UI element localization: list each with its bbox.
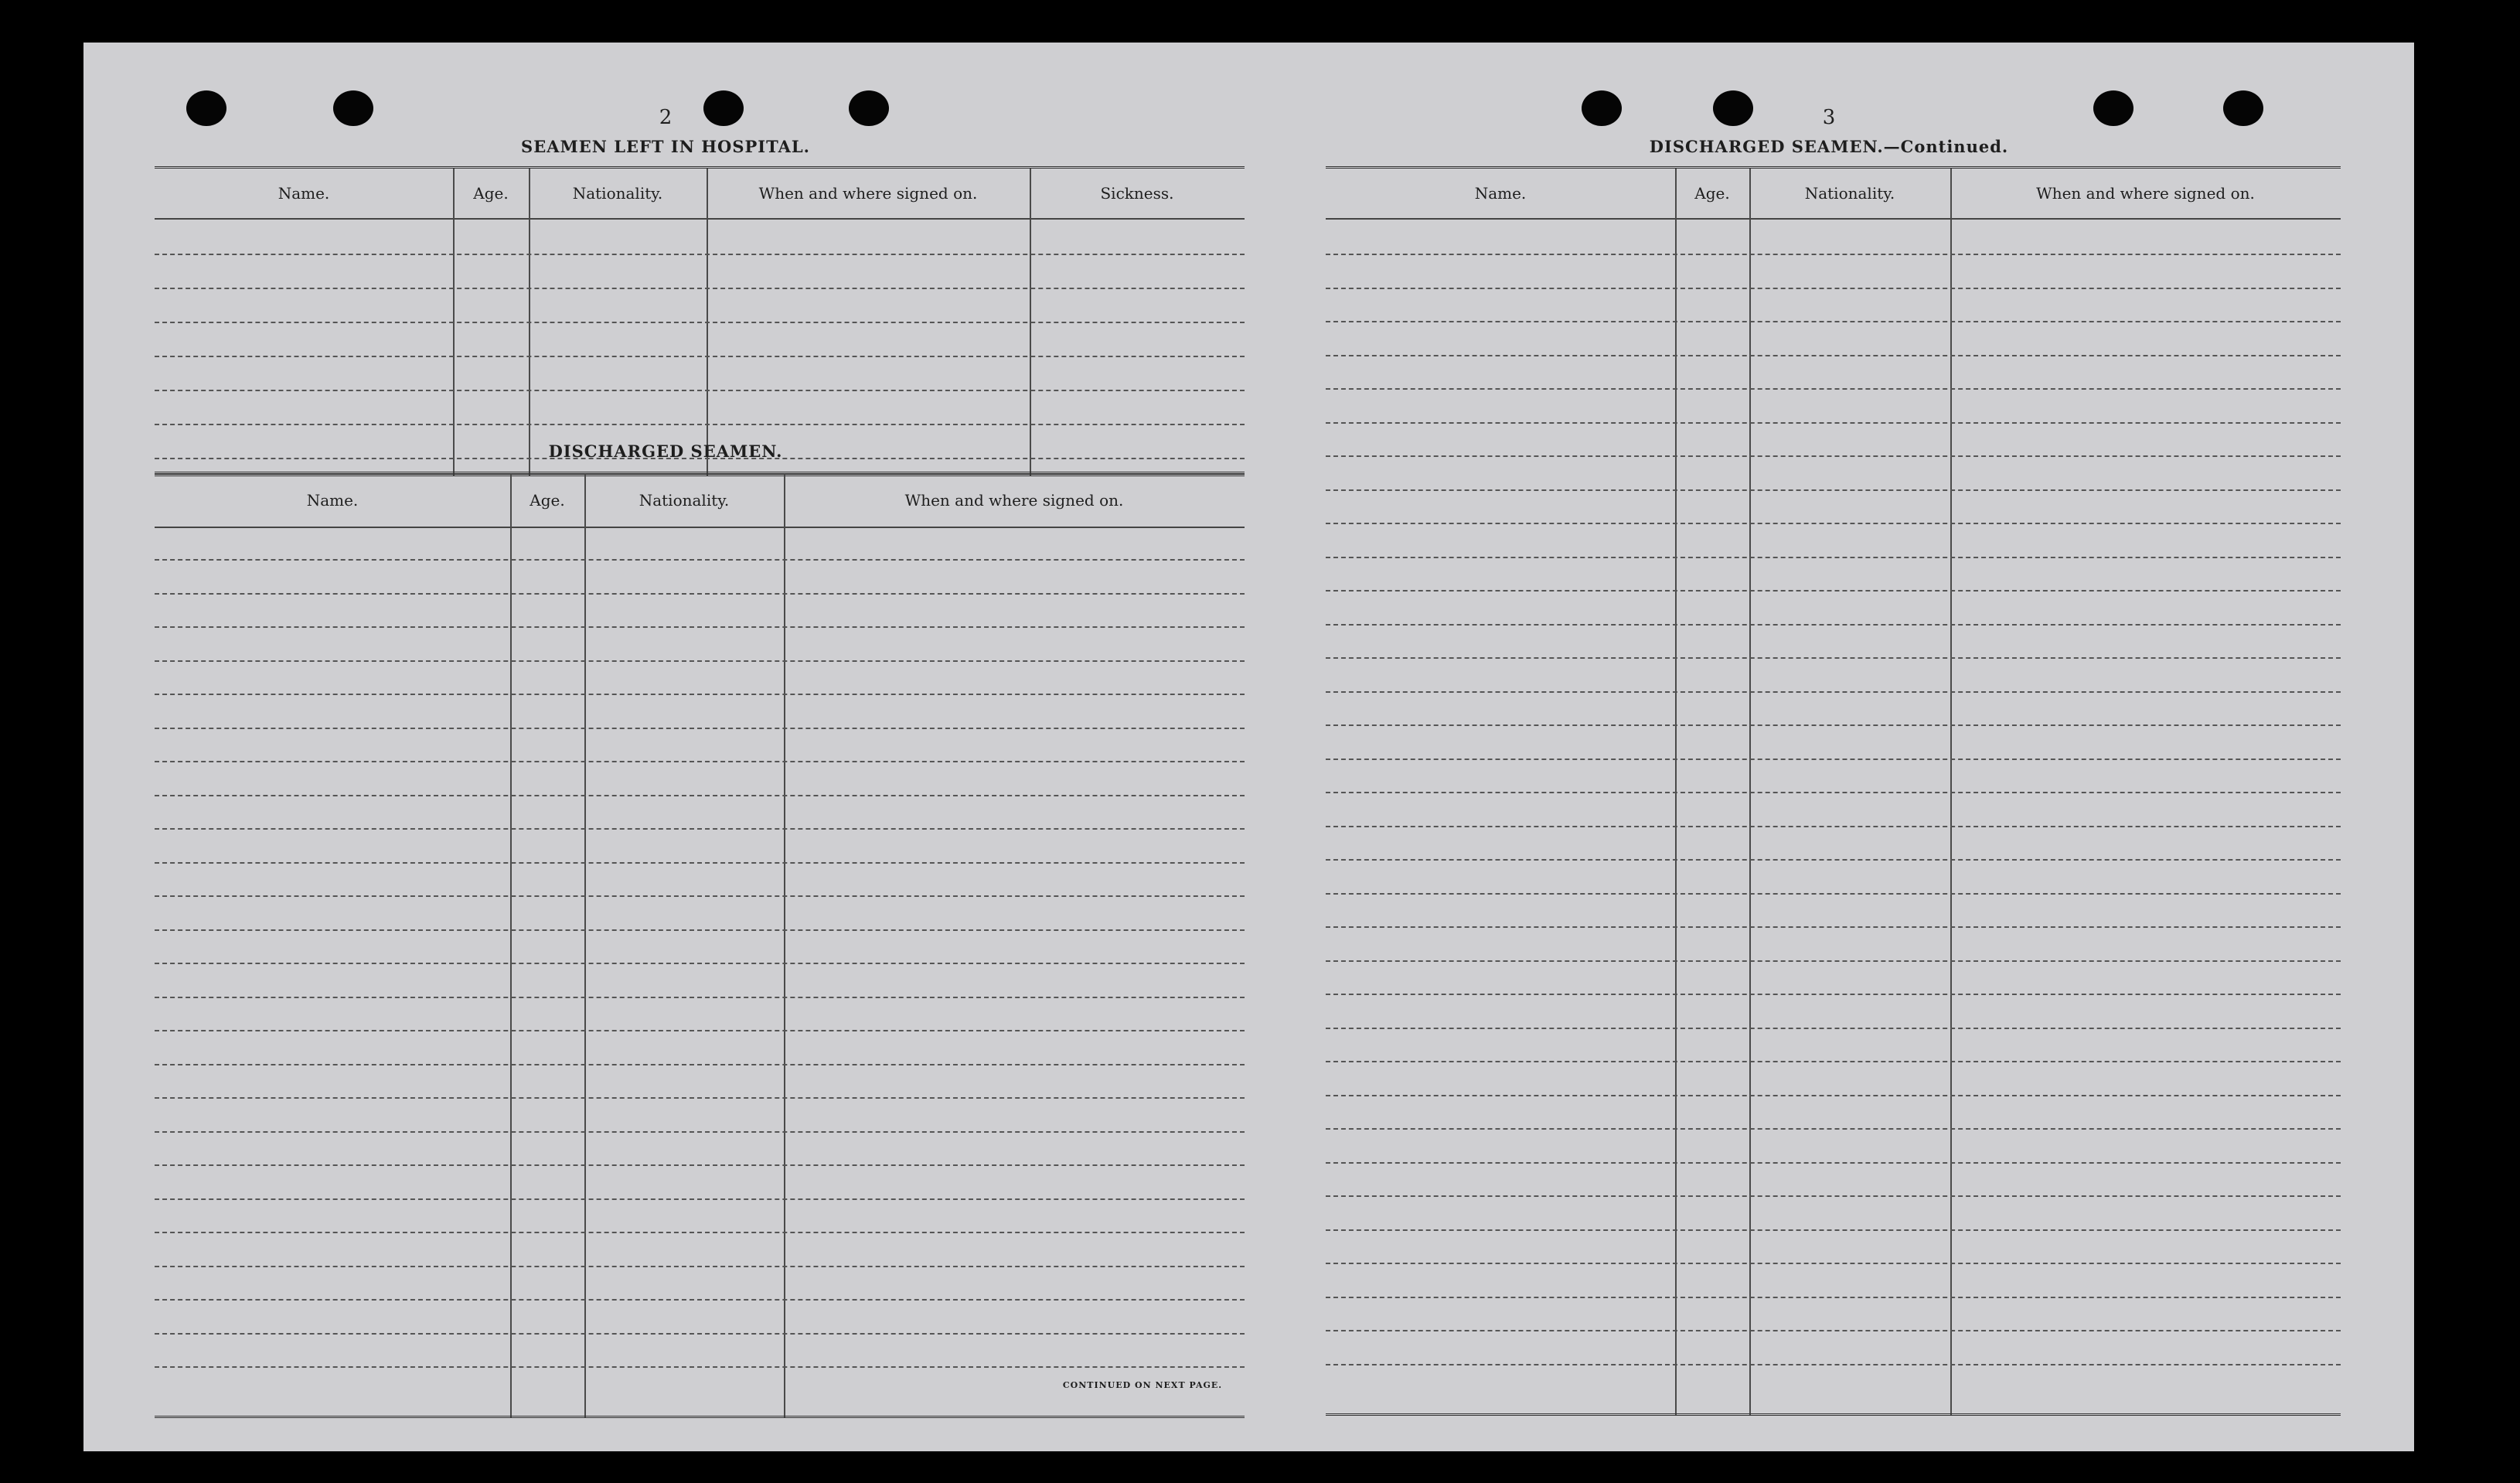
punch-hole: [2223, 90, 2263, 126]
ruled-row: [1326, 792, 2341, 793]
ruled-row: [155, 728, 1245, 729]
hospital-section-title: SEAMEN LEFT IN HOSPITAL.: [521, 137, 810, 156]
ruled-row: [155, 424, 1245, 425]
ruled-row: [155, 761, 1245, 762]
ruled-row: [1326, 422, 2341, 424]
discharged-section-title: DISCHARGED SEAMEN.: [548, 441, 783, 461]
col-header-name: Name.: [278, 184, 330, 203]
ruled-row: [1326, 557, 2341, 558]
col-header-nationality: Nationality.: [572, 184, 663, 203]
ruled-row: [155, 929, 1245, 931]
ruled-row: [1326, 691, 2341, 693]
discharged-continued-title: DISCHARGED SEAMEN.—Continued.: [1649, 137, 2009, 156]
punch-hole: [849, 90, 889, 126]
ruled-row: [1326, 826, 2341, 827]
ruled-row: [1326, 893, 2341, 895]
ruled-row: [1326, 1162, 2341, 1164]
col-header-nationality: Nationality.: [1804, 184, 1895, 203]
ruled-row: [1326, 455, 2341, 457]
ruled-row: [1326, 994, 2341, 995]
continued-footer: CONTINUED ON NEXT PAGE.: [1062, 1380, 1223, 1390]
ruled-row: [1326, 1297, 2341, 1298]
ruled-row: [1326, 1263, 2341, 1264]
col-header-age: Age.: [1694, 184, 1730, 203]
table-header: [155, 169, 1245, 220]
ruled-row: [1326, 1028, 2341, 1029]
punch-hole: [1713, 90, 1753, 126]
col-header-nationality: Nationality.: [639, 491, 730, 510]
ruled-row: [155, 1198, 1245, 1200]
ruled-row: [1326, 321, 2341, 322]
ruled-row: [155, 862, 1245, 864]
column-divider: [784, 474, 785, 1417]
ruled-row: [1326, 388, 2341, 390]
ruled-row: [155, 559, 1245, 561]
ruled-row: [155, 828, 1245, 830]
column-divider: [584, 474, 586, 1417]
col-header-signed-on: When and where signed on.: [2036, 184, 2255, 203]
column-divider: [510, 474, 512, 1417]
col-header-signed-on: When and where signed on.: [904, 491, 1124, 510]
ruled-row: [155, 288, 1245, 289]
table-bottom-rule: [155, 1416, 1245, 1418]
punch-hole: [1582, 90, 1622, 126]
ruled-row: [1326, 489, 2341, 491]
ruled-row: [155, 660, 1245, 662]
ruled-row: [155, 322, 1245, 323]
col-header-signed-on: When and where signed on.: [758, 184, 978, 203]
ruled-row: [1326, 523, 2341, 524]
table-header: [155, 474, 1245, 528]
ruled-row: [1326, 288, 2341, 289]
ruled-row: [155, 1131, 1245, 1133]
ruled-row: [155, 895, 1245, 897]
punch-hole: [2093, 90, 2133, 126]
ruled-row: [155, 356, 1245, 357]
ruled-row: [1326, 1330, 2341, 1331]
ruled-row: [155, 795, 1245, 796]
ruled-row: [155, 1266, 1245, 1267]
ruled-row: [1326, 590, 2341, 591]
ruled-row: [155, 593, 1245, 595]
ruled-row: [155, 626, 1245, 628]
ruled-row: [155, 1333, 1245, 1335]
ruled-row: [155, 390, 1245, 391]
col-header-age: Age.: [530, 491, 565, 510]
ruled-row: [1326, 859, 2341, 861]
document-sheet: [83, 43, 2414, 1451]
table-bottom-rule: [1326, 1413, 2341, 1416]
ruled-row: [1326, 355, 2341, 356]
ruled-row: [155, 694, 1245, 695]
ruled-row: [1326, 657, 2341, 659]
ruled-row: [155, 963, 1245, 964]
ruled-row: [155, 254, 1245, 255]
table-header: [1326, 169, 2341, 220]
ruled-row: [1326, 1095, 2341, 1096]
punch-hole: [333, 90, 373, 126]
ruled-row: [155, 997, 1245, 998]
ruled-row: [1326, 926, 2341, 928]
ruled-row: [1326, 960, 2341, 962]
punch-hole: [703, 90, 744, 126]
ruled-row: [1326, 254, 2341, 255]
ruled-row: [1326, 724, 2341, 726]
punch-hole: [186, 90, 226, 126]
ruled-row: [155, 1164, 1245, 1166]
ruled-row: [155, 1064, 1245, 1065]
left-page-number: 2: [659, 106, 673, 129]
hospital-table: [155, 166, 1245, 476]
ruled-row: [155, 1030, 1245, 1031]
discharged-table: [155, 472, 1245, 1417]
ruled-row: [1326, 759, 2341, 760]
ruled-row: [155, 1299, 1245, 1301]
right-page-number: 3: [1822, 106, 1836, 129]
ruled-row: [1326, 1061, 2341, 1062]
col-header-name: Name.: [306, 491, 359, 510]
ruled-row: [1326, 1128, 2341, 1130]
col-header-age: Age.: [473, 184, 509, 203]
ruled-row: [1326, 1195, 2341, 1197]
ruled-row: [155, 1097, 1245, 1099]
ruled-row: [1326, 1364, 2341, 1365]
discharged-continued-table: [1326, 166, 2341, 1415]
col-header-name: Name.: [1474, 184, 1527, 203]
col-header-sickness: Sickness.: [1100, 184, 1174, 203]
ruled-row: [155, 1366, 1245, 1368]
ruled-row: [1326, 624, 2341, 626]
ruled-row: [1326, 1229, 2341, 1231]
ruled-row: [155, 1232, 1245, 1233]
